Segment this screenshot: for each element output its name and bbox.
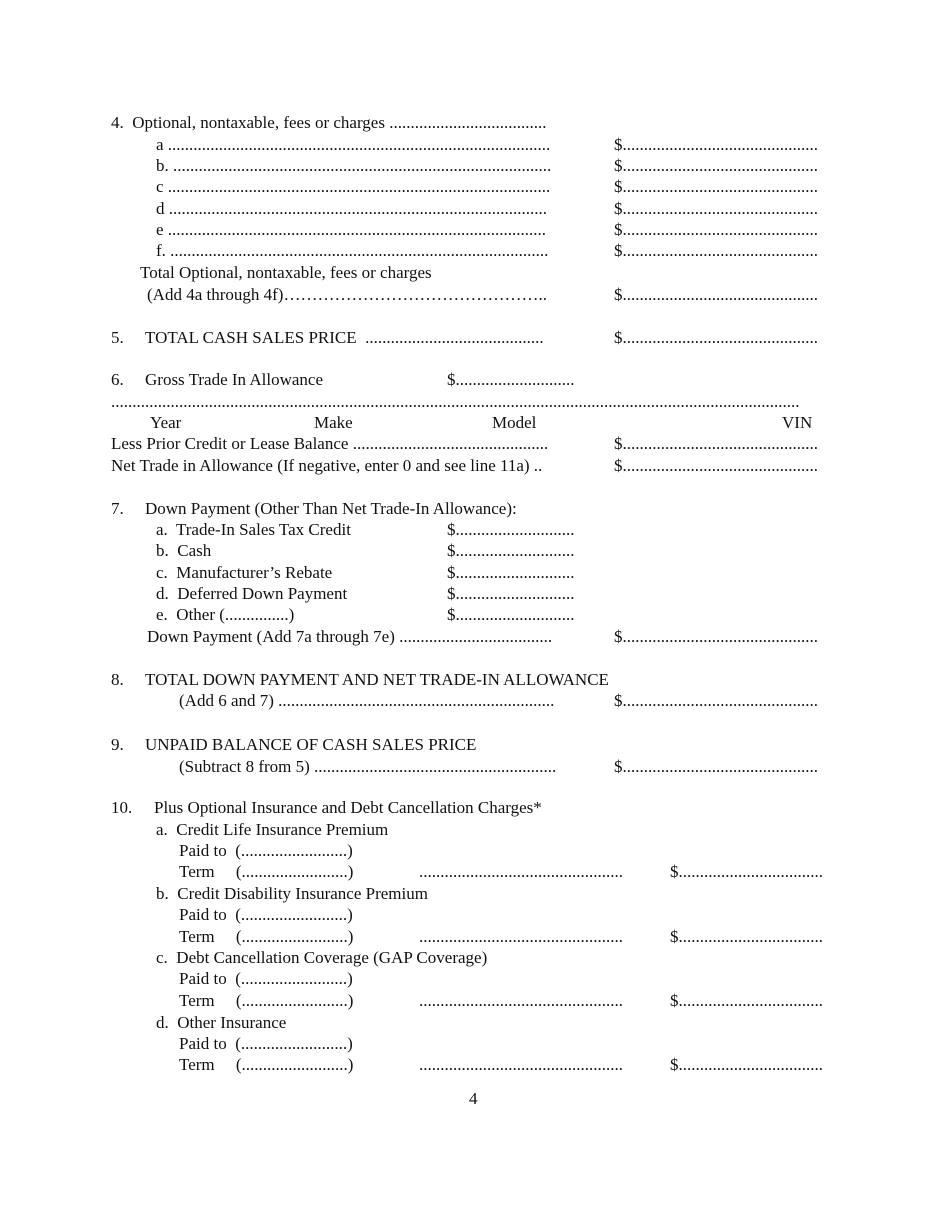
trade-header-year: Year	[150, 413, 182, 432]
sec4-row-b-label: b. .........................................................................................	[156, 156, 552, 175]
sec5-label: TOTAL CASH SALES PRICE ..........................................	[145, 328, 544, 347]
sec5-number: 5.	[111, 328, 124, 347]
net-trade-amount[interactable]: $..............................................	[614, 456, 818, 475]
sec7-total-amount[interactable]: $..............................................	[614, 627, 818, 646]
sec10-item-b-amount[interactable]: $..................................	[670, 927, 823, 946]
sec10-item-a-paid-to[interactable]: Paid to (.........................)	[179, 841, 353, 860]
sec10-item-d-term-dots: ................................................	[419, 1055, 623, 1074]
sec10-item-a-amount[interactable]: $..................................	[670, 862, 823, 881]
sec9-amount[interactable]: $..............................................	[614, 757, 818, 776]
sec8-number: 8.	[111, 670, 124, 689]
sec10-item-d-paid-to[interactable]: Paid to (.........................)	[179, 1034, 353, 1053]
sec4-row-d-amount[interactable]: $..............................................	[614, 199, 818, 218]
sec8-title: TOTAL DOWN PAYMENT AND NET TRADE-IN ALLOWANCE	[145, 670, 609, 689]
sec7-number: 7.	[111, 499, 124, 518]
sec10-item-c-term[interactable]: Term (.........................)	[179, 991, 354, 1010]
sec10-item-c-amount[interactable]: $..................................	[670, 991, 823, 1010]
trade-header-make: Make	[314, 413, 353, 432]
sec10-number: 10.	[111, 798, 133, 817]
sec4-total-amount[interactable]: $..............................................	[614, 285, 818, 304]
sec10-item-a-title: a. Credit Life Insurance Premium	[156, 820, 389, 839]
sec10-item-c-term-dots: ................................................	[419, 991, 623, 1010]
sec4-row-f-amount[interactable]: $..............................................	[614, 241, 818, 260]
sec7-item-a-label: a. Trade-In Sales Tax Credit	[156, 520, 351, 539]
sec10-item-d-term[interactable]: Term (.........................)	[179, 1055, 354, 1074]
prior-credit-label: Less Prior Credit or Lease Balance ..............................................	[111, 434, 549, 453]
sec10-item-d-amount[interactable]: $..................................	[670, 1055, 823, 1074]
sec4-row-a-amount[interactable]: $..............................................	[614, 135, 818, 154]
sec10-item-b-term[interactable]: Term (.........................)	[179, 927, 354, 946]
sec4-row-e-amount[interactable]: $..............................................	[614, 220, 818, 239]
sec4-total-line1: Total Optional, nontaxable, fees or charges	[140, 263, 432, 282]
sec10-item-b-title: b. Credit Disability Insurance Premium	[156, 884, 428, 903]
sec7-item-e-label: e. Other (...............)	[156, 605, 295, 624]
sec6-label: Gross Trade In Allowance	[145, 370, 324, 389]
sec7-item-b-label: b. Cash	[156, 541, 212, 560]
sec6-amount[interactable]: $............................	[447, 370, 575, 389]
prior-credit-amount[interactable]: $..............................................	[614, 434, 818, 453]
sec7-total-label: Down Payment (Add 7a through 7e) ....................................	[147, 627, 553, 646]
sec7-item-a-amount[interactable]: $............................	[447, 520, 575, 539]
sec4-row-f-label: f. .........................................................................................	[156, 241, 549, 260]
sec4-title: 4. Optional, nontaxable, fees or charges .....................................	[111, 113, 547, 132]
sec9-title: UNPAID BALANCE OF CASH SALES PRICE	[145, 735, 477, 754]
sec4-row-c-amount[interactable]: $..............................................	[614, 177, 818, 196]
page-number: 4	[469, 1089, 478, 1108]
sec7-item-c-amount[interactable]: $............................	[447, 563, 575, 582]
sec4-row-e-label: e .........................................................................................	[156, 220, 547, 239]
trade-header-model: Model	[492, 413, 537, 432]
sec7-item-e-amount[interactable]: $............................	[447, 605, 575, 624]
trade-header-vin: VIN	[782, 413, 813, 432]
sec10-item-b-term-dots: ................................................	[419, 927, 623, 946]
sec4-row-c-label: c ..........................................................................................	[156, 177, 551, 196]
sec10-item-c-paid-to[interactable]: Paid to (.........................)	[179, 969, 353, 988]
sec7-title: Down Payment (Other Than Net Trade-In Allowance):	[145, 499, 517, 518]
sec7-item-d-label: d. Deferred Down Payment	[156, 584, 348, 603]
sec6-separator: ..................................................................................................................................................................	[111, 392, 800, 411]
sec8-amount[interactable]: $..............................................	[614, 691, 818, 710]
sec4-row-d-label: d .........................................................................................	[156, 199, 547, 218]
sec9-number: 9.	[111, 735, 124, 754]
sec10-item-d-title: d. Other Insurance	[156, 1013, 287, 1032]
sec10-item-a-term-dots: ................................................	[419, 862, 623, 881]
sec8-sub-label: (Add 6 and 7) .................................................................	[179, 691, 555, 710]
sec9-sub-label: (Subtract 8 from 5) .........................................................	[179, 757, 557, 776]
sec4-row-a-label: a ..........................................................................................	[156, 135, 551, 154]
sec4-row-b-amount[interactable]: $..............................................	[614, 156, 818, 175]
sec10-title: Plus Optional Insurance and Debt Cancellation Charges*	[154, 798, 542, 817]
sec10-item-b-paid-to[interactable]: Paid to (.........................)	[179, 905, 353, 924]
sec6-number: 6.	[111, 370, 124, 389]
sec7-item-c-label: c. Manufacturer’s Rebate	[156, 563, 333, 582]
sec10-item-c-title: c. Debt Cancellation Coverage (GAP Coverage)	[156, 948, 488, 967]
sec5-amount[interactable]: $..............................................	[614, 328, 818, 347]
sec4-total-line2: (Add 4a through 4f)………………………………………..	[147, 285, 547, 304]
net-trade-label: Net Trade in Allowance (If negative, enter 0 and see line 11a) ..	[111, 456, 543, 475]
sec7-item-b-amount[interactable]: $............................	[447, 541, 575, 560]
sec10-item-a-term[interactable]: Term (.........................)	[179, 862, 354, 881]
sec7-item-d-amount[interactable]: $............................	[447, 584, 575, 603]
